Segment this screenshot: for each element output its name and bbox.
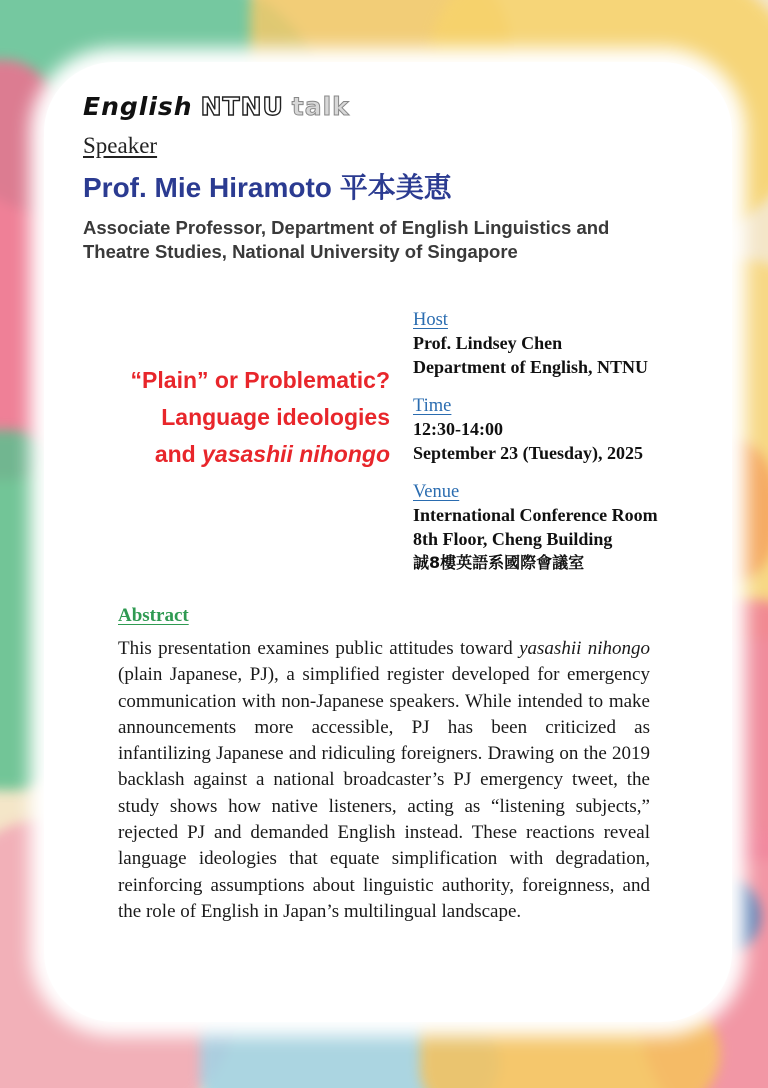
venue-floor: 8th Floor, Cheng Building: [413, 529, 613, 549]
host-department: Department of English, NTNU: [413, 357, 649, 377]
abstract-label: Abstract: [118, 605, 189, 626]
time-date: September 23 (Tuesday), 2025: [413, 443, 644, 463]
host-section: [413, 309, 753, 379]
series-logo: English NTNU talk: [83, 92, 350, 121]
speaker-label: Speaker: [83, 133, 158, 158]
time-label: Time: [413, 396, 452, 416]
talk-title: “Plain” or Problematic? Language ideologies and yasashii nihongo: [130, 367, 390, 467]
speaker-affiliation: Associate Professor, Department of English Linguistics and Theatre Studies, National University of Singapore: [83, 217, 610, 262]
abstract-text: This presentation examines public attitudes toward yasashii nihongo (plain Japanese, PJ), a simplified register developed for emergency communication with non-Japanese speakers. While intended to make announcements more accessible, PJ has been criticized as infantilizing Japanese and ridiculing foreigners. Drawing on the 2019 backlash against a national broadcaster’s PJ emergency tweet, the study shows how native listeners, acting as “listening subjects,” rejected PJ and demanded English instead. These reactions reveal language ideologies that equate simplification with degradation, reinforcing assumptions about linguistic authority, foreignness, and the role of English in Japan’s multilingual landscape.: [118, 638, 650, 922]
venue-room-chinese: 誠8樓英語系國際會議室: [413, 553, 585, 572]
venue-room: International Conference Room: [413, 505, 658, 525]
venue-label: Venue: [413, 482, 460, 502]
host-label: Host: [413, 310, 448, 330]
time-section: [413, 395, 753, 465]
host-name: Prof. Lindsey Chen: [413, 333, 563, 353]
speaker-name: Prof. Mie Hiramoto 平本美恵: [83, 172, 452, 203]
venue-section: [413, 481, 753, 575]
time-hours: 12:30-14:00: [413, 419, 503, 439]
